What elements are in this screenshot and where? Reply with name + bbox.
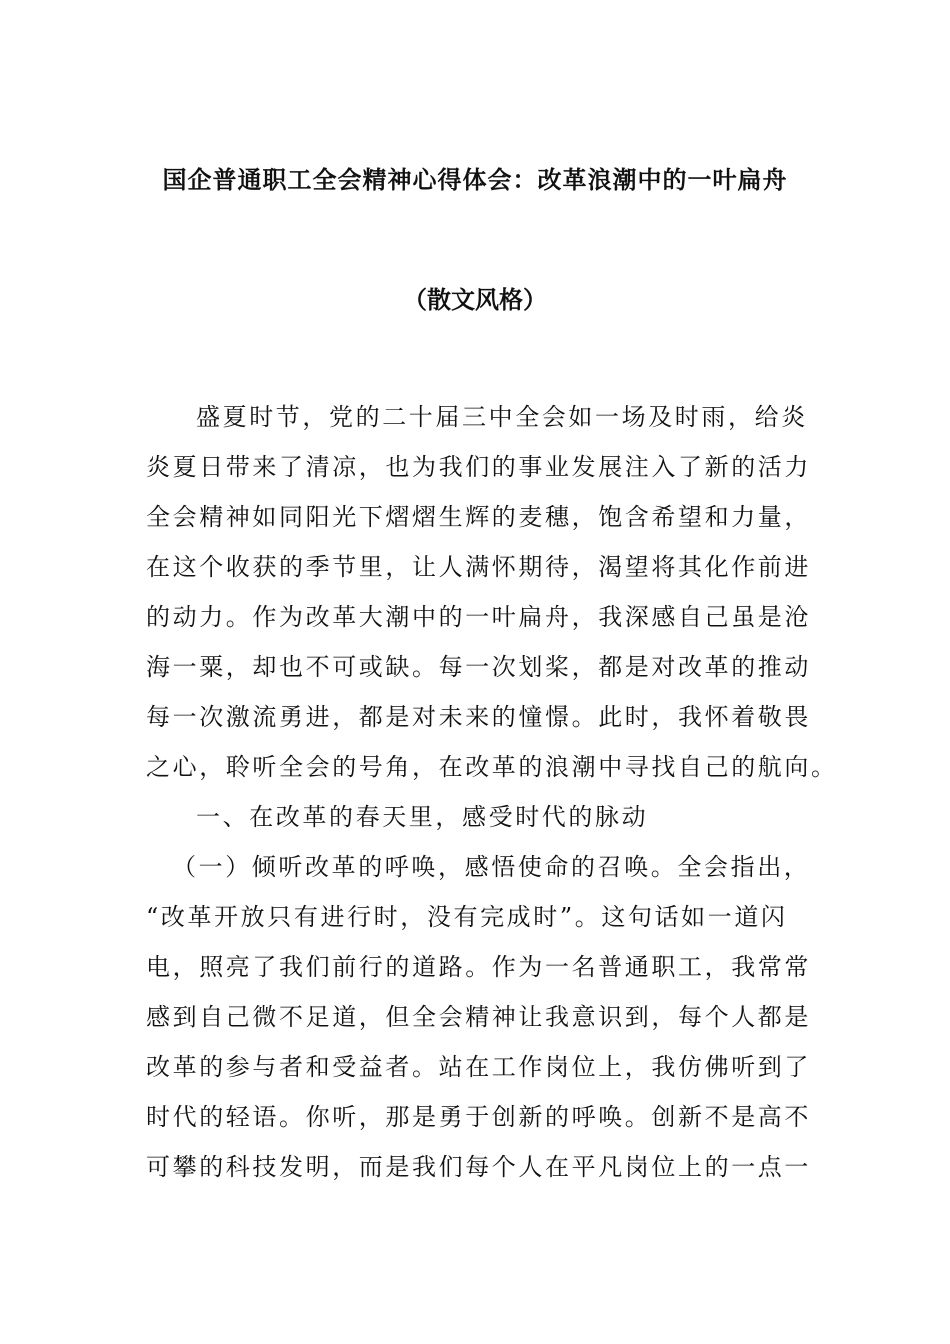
paragraph-line: 改革的参与者和受益者。站在工作岗位上，我仿佛听到了: [146, 1053, 811, 1081]
document-title: 国企普通职工全会精神心得体会：改革浪潮中的一叶扁舟: [162, 165, 788, 194]
paragraph-line: 感到自己微不足道，但全会精神让我意识到，每个人都是: [146, 1003, 811, 1031]
paragraph-line: 的动力。作为改革大潮中的一叶扁舟，我深感自己虽是沧: [146, 603, 811, 631]
paragraph-line: 时代的轻语。你听，那是勇于创新的呼唤。创新不是高不: [146, 1103, 811, 1131]
section-heading: 一、在改革的春天里，感受时代的脉动: [196, 803, 649, 831]
document-subtitle: （散文风格）: [403, 285, 547, 314]
paragraph-line: 海一粟，却也不可或缺。每一次划桨，都是对改革的推动: [146, 653, 811, 681]
paragraph-line: 之心，聆听全会的号角，在改革的浪潮中寻找自己的航向。: [146, 753, 838, 781]
paragraph-line: “改革开放只有进行时，没有完成时”。这句话如一道闪: [146, 903, 788, 931]
paragraph-line: 电，照亮了我们前行的道路。作为一名普通职工，我常常: [146, 953, 811, 981]
paragraph-line: 盛夏时节，党的二十届三中全会如一场及时雨，给炎: [196, 403, 808, 431]
paragraph-line: 每一次激流勇进，都是对未来的憧憬。此时，我怀着敬畏: [146, 703, 811, 731]
subsection-heading-line: （一）倾听改革的呼唤，感悟使命的召唤。全会指出，: [172, 853, 811, 881]
paragraph-line: 全会精神如同阳光下熠熠生辉的麦穗，饱含希望和力量，: [146, 503, 811, 531]
paragraph-line: 可攀的科技发明，而是我们每个人在平凡岗位上的一点一: [146, 1153, 811, 1181]
paragraph-line: 在这个收获的季节里，让人满怀期待，渴望将其化作前进: [146, 553, 811, 581]
paragraph-line: 炎夏日带来了清凉，也为我们的事业发展注入了新的活力: [146, 453, 811, 481]
